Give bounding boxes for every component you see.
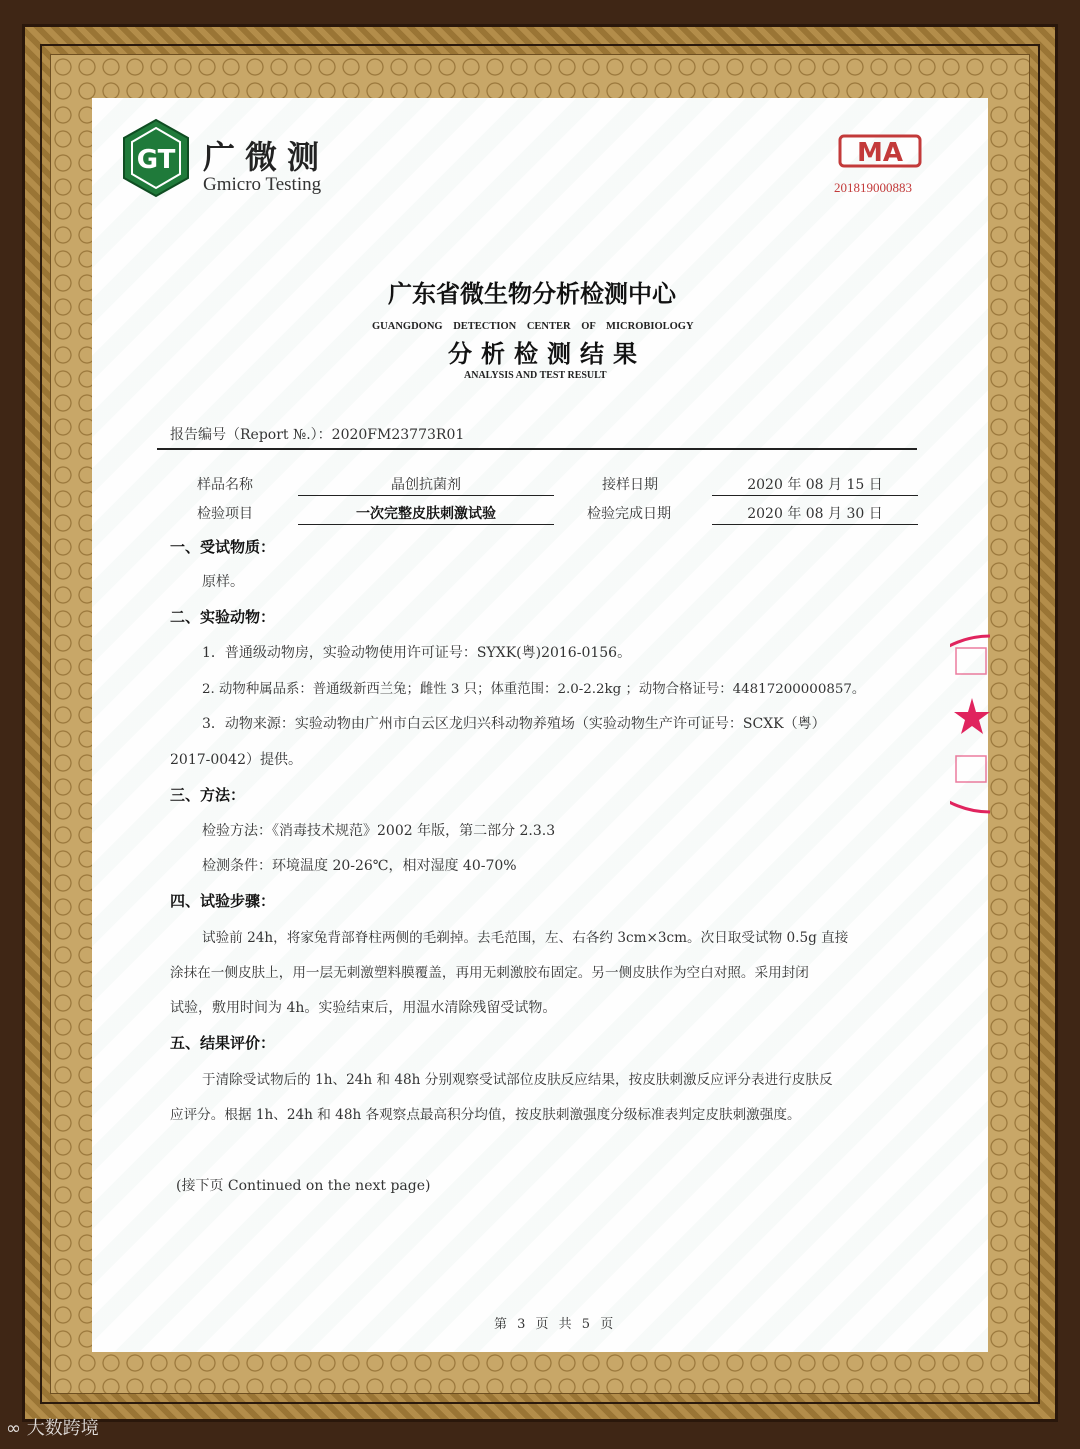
header-divider [157,448,917,450]
center-title-en: GUANGDONG DETECTION CENTER OF MICROBIOLOGY [372,321,694,332]
official-seal-stamp [950,632,990,816]
section-animals-item-3-cont: 2017-0042）提供。 [170,752,302,768]
result-title: 分析检测结果 [448,340,646,368]
section-evaluation-line-1: 于清除受试物后的 1h、24h 和 48h 分别观察受试部位皮肤反应结果，按皮肤刺激反应评分表进行皮肤反 [202,1072,833,1088]
result-title-en: ANALYSIS AND TEST RESULT [464,370,607,381]
cma-code: 201819000883 [834,180,912,195]
section-method-title: 三、方法： [170,786,246,804]
test-item-label: 检验项目 [197,506,253,522]
section-procedure-title: 四、试验步骤： [170,892,276,910]
report-number: 报告编号（Report №.）：2020FM23773R01 [170,427,465,443]
logo-initials: GT [136,145,176,175]
section-evaluation-title: 五、结果评价： [170,1034,276,1052]
section-animals-title: 二、实验动物： [170,608,276,626]
section-test-substance-title: 一、受试物质： [170,538,276,556]
watermark-icon: ∞ [6,1418,27,1439]
org-name-en: Gmicro Testing [203,174,322,195]
site-watermark [6,1414,156,1442]
watermark-text: 大数跨境 [26,1418,99,1439]
section-method-line-2: 检测条件：环境温度 20-26℃，相对湿度 40-70% [202,858,517,874]
finish-date-label: 检验完成日期 [587,506,671,522]
receive-date-value: 2020 年 08 月 15 日 [747,477,883,493]
sample-name-value: 晶创抗菌剂 [391,477,461,493]
sample-name-label: 样品名称 [197,477,253,493]
finish-date-value: 2020 年 08 月 30 日 [747,506,883,522]
section-method-line-1: 检验方法：《消毒技术规范》2002 年版，第二部分 2.3.3 [202,823,556,839]
section-procedure-line-2: 涂抹在一侧皮肤上，用一层无刺激塑料膜覆盖，再用无刺激胶布固定。另一侧皮肤作为空白对照。采用封闭 [170,965,809,981]
sample-name-underline [298,495,554,496]
section-evaluation-line-2: 应评分。根据 1h、24h 和 48h 各观察点最高积分均值，按皮肤刺激强度分级标准表判定皮肤刺激强度。 [170,1107,801,1123]
section-procedure-line-3: 试验，敷用时间为 4h。实验结束后，用温水清除残留受试物。 [170,1000,557,1016]
section-animals-item-1: 1．普通级动物房，实验动物使用许可证号：SYXK(粤)2016-0156。 [202,645,632,661]
finish-date-underline [712,524,918,525]
section-animals-item-3: 3．动物来源：实验动物由广州市白云区龙归兴科动物养殖场（实验动物生产许可证号：SCXK（粤） [202,716,826,732]
test-item-value: 一次完整皮肤刺激试验 [356,506,496,522]
section-animals-item-2: 2. 动物种属品系：普通级新西兰兔；雌性 3 只；体重范围：2.0-2.2kg ；动物合格证号：44817200000857。 [202,682,866,697]
center-title: 广东省微生物分析检测中心 [388,280,676,308]
page-number: 第 3 页 共 5 页 [494,1317,617,1332]
section-procedure-line-1: 试验前 24h，将家兔背部脊柱两侧的毛剃掉。去毛范围，左、右各约 3cm×3cm。次日取受试物 0.5g 直接 [202,930,849,946]
org-name-cn: 广微测 [203,138,330,176]
continued-note: (接下页 Continued on the next page) [176,1178,431,1194]
receive-date-label: 接样日期 [602,477,658,493]
section-test-substance-text: 原样。 [202,574,244,590]
test-item-underline [298,524,554,525]
svg-text:MA: MA [857,138,903,168]
receive-date-underline [712,495,918,496]
cma-mark-icon [838,130,922,172]
gmicro-logo-icon [122,118,190,198]
